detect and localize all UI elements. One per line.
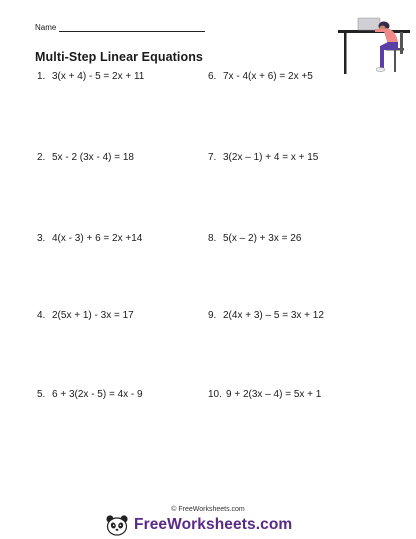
problem-equation: 6 + 3(2x - 5) = 4x - 9: [52, 389, 143, 400]
problem-number: 10.: [208, 389, 222, 400]
problem-number: 3.: [37, 233, 46, 244]
problem-10: [208, 389, 321, 400]
problem-equation: 3(2x – 1) + 4 = x + 15: [223, 152, 319, 163]
problem-3: [37, 233, 142, 244]
name-blank-line: [59, 23, 205, 32]
problem-2: [37, 152, 134, 163]
panda-logo-icon: [105, 514, 129, 536]
problem-number: 1.: [37, 71, 46, 82]
problem-7: [208, 152, 318, 163]
problem-number: 2.: [37, 152, 46, 163]
problem-6: [208, 71, 313, 82]
problem-number: 5.: [37, 389, 46, 400]
problem-number: 6.: [208, 71, 217, 82]
name-label: Name: [35, 23, 57, 32]
problem-equation: 7x - 4(x + 6) = 2x +5: [223, 71, 313, 82]
problem-9: [208, 310, 324, 321]
problem-5: [37, 389, 143, 400]
problem-equation: 2(4x + 3) – 5 = 3x + 12: [223, 310, 324, 321]
footer-copyright: © FreeWorksheets.com: [171, 506, 245, 513]
problem-4: [37, 310, 134, 321]
brand-name: FreeWorksheets.com: [134, 516, 293, 533]
problem-equation: 5x - 2 (3x - 4) = 18: [52, 152, 134, 163]
name-field-row: [35, 23, 205, 32]
worksheet-title: Multi-Step Linear Equations: [35, 50, 203, 64]
footer-brand[interactable]: [105, 514, 292, 536]
person-at-desk-illustration: [330, 6, 410, 76]
problem-1: [37, 71, 144, 82]
problem-8: [208, 233, 301, 244]
problem-number: 9.: [208, 310, 217, 321]
problem-equation: 9 + 2(3x – 4) = 5x + 1: [226, 389, 322, 400]
problem-equation: 2(5x + 1) - 3x = 17: [52, 310, 134, 321]
problem-number: 4.: [37, 310, 46, 321]
problem-equation: 5(x – 2) + 3x = 26: [223, 233, 302, 244]
problem-equation: 4(x - 3) + 6 = 2x +14: [52, 233, 143, 244]
problem-number: 8.: [208, 233, 217, 244]
problem-equation: 3(x + 4) - 5 = 2x + 11: [52, 71, 145, 82]
problem-number: 7.: [208, 152, 217, 163]
